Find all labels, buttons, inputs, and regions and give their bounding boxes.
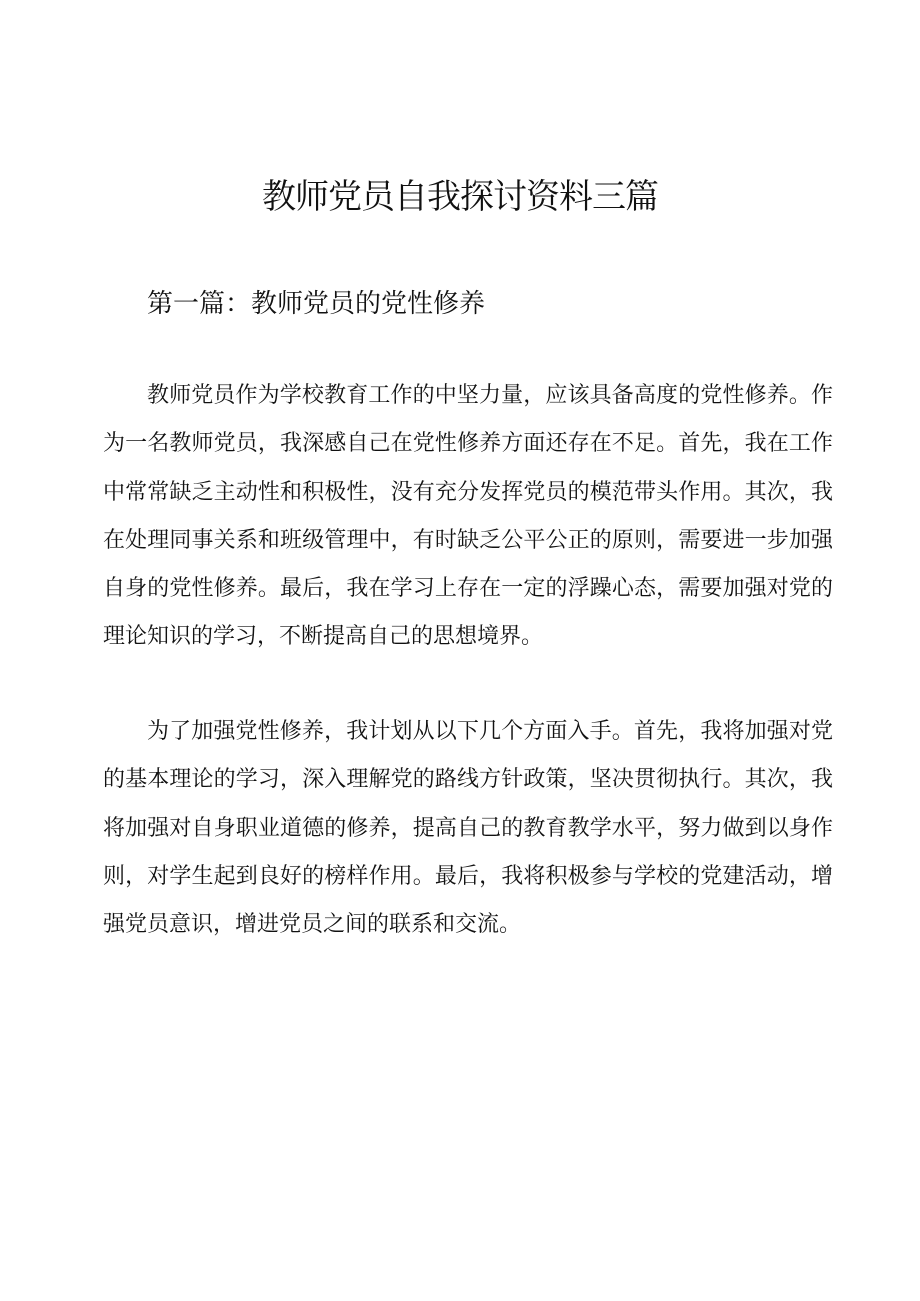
document-title: 教师党员自我探讨资料三篇 xyxy=(262,177,658,217)
section-heading: 第一篇：教师党员的党性修养 xyxy=(147,289,486,319)
body-paragraph-1: 教师党员作为学校教育工作的中坚力量，应该具备高度的党性修养。作为一名教师党员，我深感自己在党性修养方面还存在不足。首先，我在工作中常常缺乏主动性和积极性，没有充分发挥党员的模范带头作用。其次，我在处理同事关系和班级管理中，有时缺乏公平公正的原则，需要进一步加强自身的党性修养。最后，我在学习上存在一定的浮躁心态，需要加强对党的理论知识的学习，不断提高自己的思想境界。 xyxy=(103,383,833,650)
body-paragraph-2: 为了加强党性修养，我计划从以下几个方面入手。首先，我将加强对党的基本理论的学习，深入理解党的路线方针政策，坚决贯彻执行。其次，我将加强对自身职业道德的修养，提高自己的教育教学水平，努力做到以身作则，对学生起到良好的榜样作用。最后，我将积极参与学校的党建活动，增强党员意识，增进党员之间的联系和交流。 xyxy=(103,719,833,938)
